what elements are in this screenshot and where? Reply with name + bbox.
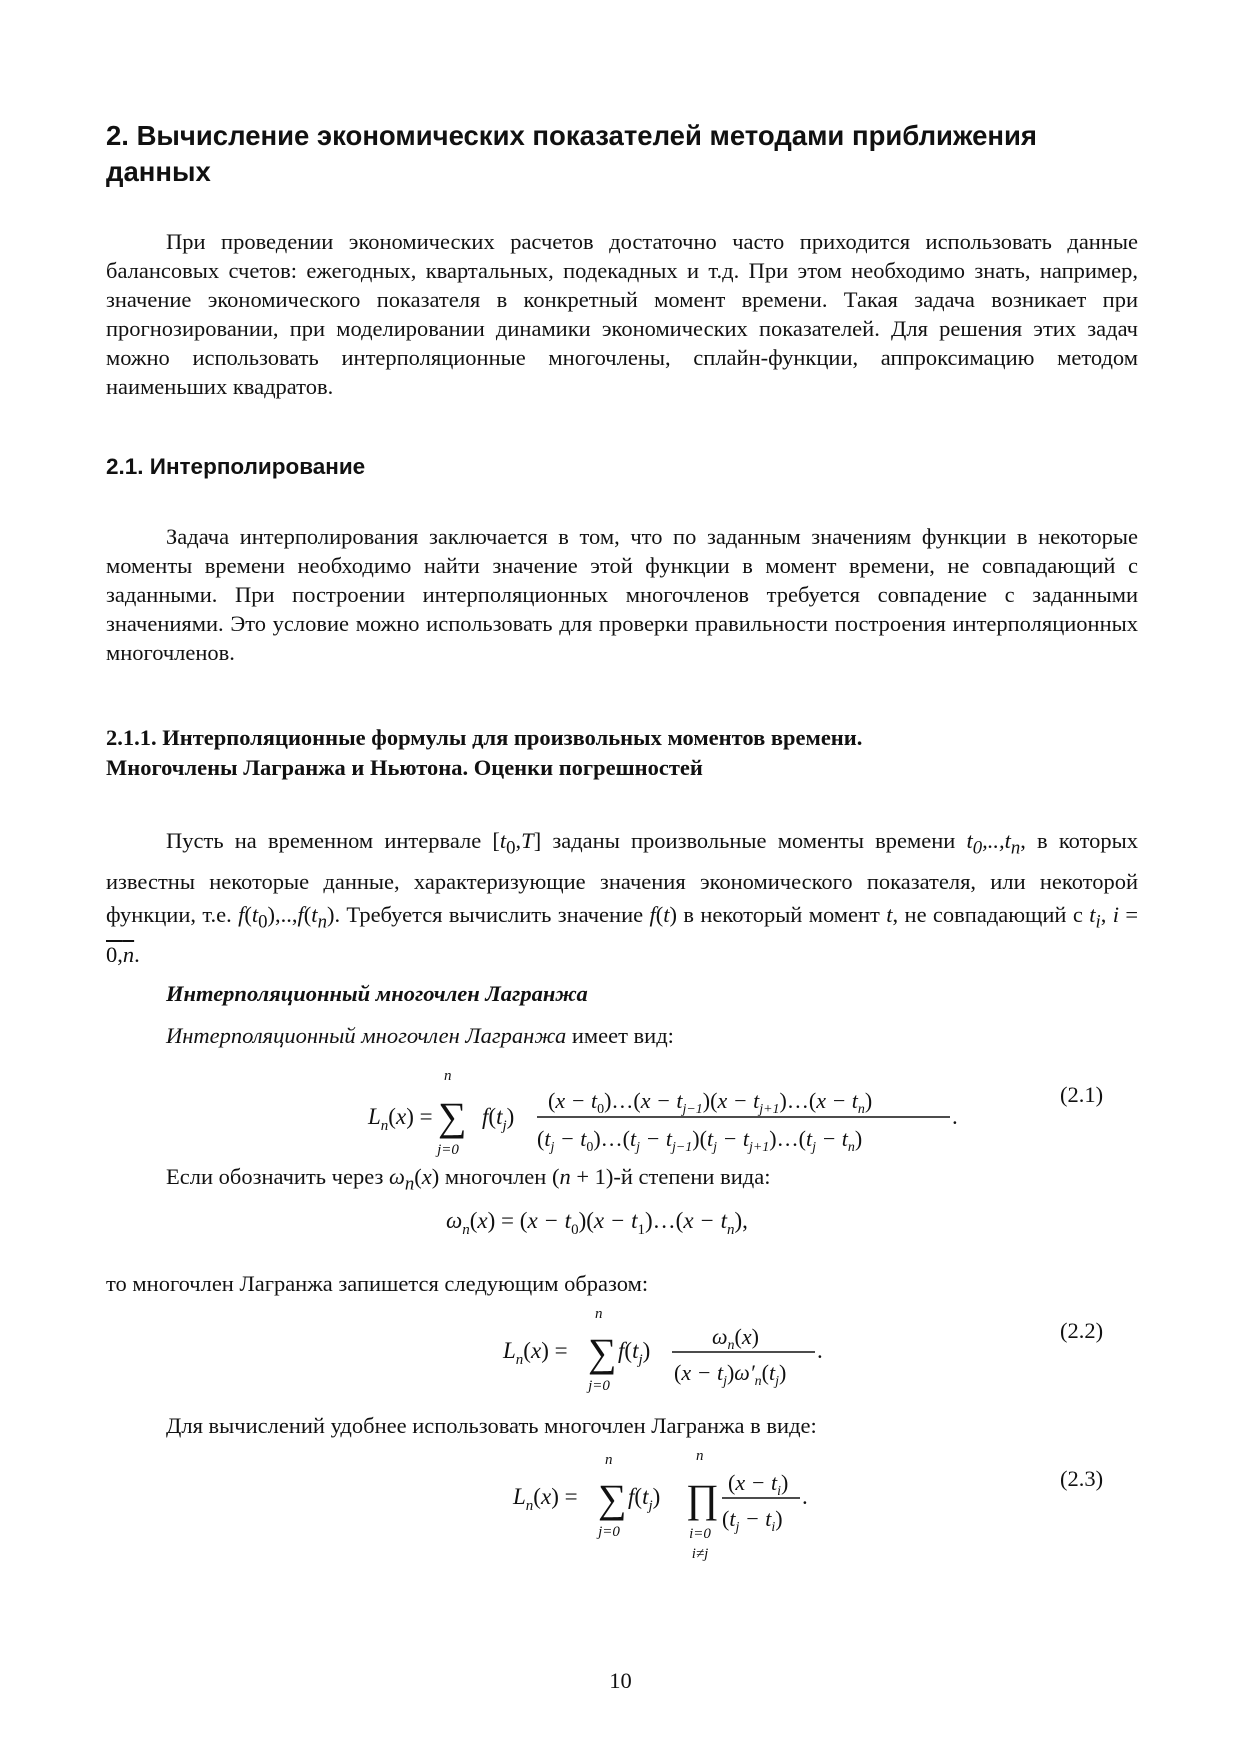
eq3-sum-sign: ∑ (598, 1476, 627, 1521)
subsubsection-title-line2: Многочлены Лагранжа и Ньютона. Оценки погрешностей (106, 755, 703, 780)
eq1-lhs: $L_n(x)$ = (368, 1104, 433, 1134)
equation-number-2-3: (2.3) (1060, 1466, 1104, 1491)
convenient-form-text: Для вычислений удобнее использовать многочлен Лагранжа в виде: (166, 1413, 817, 1438)
t-variable: t (886, 901, 893, 927)
lagrange-intro-rest: имеет вид: (566, 1023, 674, 1048)
omega-text-c: -й степени вида: (613, 1164, 771, 1189)
values-formula: f (238, 901, 245, 927)
equation-number-2-1: (2.1) (1060, 1082, 1104, 1107)
degree-formula: (n + 1) (551, 1164, 614, 1189)
subsection-title: 2.1. Интерполирование (106, 454, 366, 479)
eq2-sum-lower: j=0 (588, 1378, 610, 1394)
omega-text-b: многочлен (444, 1164, 547, 1189)
eq2-numerator: $\omega_n(x)$ (712, 1324, 759, 1353)
problem-text-a: Пусть на временном интервале (166, 828, 482, 853)
eq1-period: . (952, 1104, 958, 1129)
moments-formula: $t_0,..,t_n$ (966, 828, 1021, 859)
eq3-prod-upper: n (696, 1448, 704, 1464)
problem-text-b: заданы произвольные моменты времени (552, 828, 956, 853)
lagrange-intro (166, 1022, 674, 1050)
eq2-lhs: $L_n(x)$ = (503, 1338, 568, 1368)
eq1-sum-sign: ∑ (438, 1094, 467, 1139)
omega-definition-text: Если обозначить через $\omega_n(x)$ многочлен (n + 1)-й степени вида: (166, 1164, 771, 1195)
page-number: 10 (609, 1668, 632, 1693)
problem-text-d: . Требуется вычислить значение (334, 901, 644, 927)
eq3-denominator: $(t_j - t_i)$ (722, 1506, 783, 1535)
eq3-prod-sign: ∏ (686, 1476, 719, 1521)
equation-2-2 (0, 1300, 1241, 1400)
ti-formula: $t_i$ (1089, 901, 1101, 932)
lagrange-title: Интерполяционный многочлен Лагранжа (166, 981, 588, 1006)
eq2-period: . (817, 1338, 823, 1363)
section-paragraph: При проведении экономических расчетов достаточно часто приходится использовать данные балансовых счетов: ежегодных, квартальных, подекадных и т.д. При этом необходимо знать, например, значение экономического показателя в конкретный момент времени. Такая задача возникает при прогнозировании, при моделировании динамики экономических показателей. Для решения этих задач можно использовать интерполяционные многочлены, сплайн-функции, аппроксимацию методом наименьших квадратов. (106, 229, 1138, 399)
eq3-lhs: $L_n(x)$ = (513, 1484, 578, 1514)
equation-2-3 (0, 1440, 1241, 1570)
eq1-sum-upper: n (444, 1068, 452, 1084)
eq1-denominator: ($t_j$ − $t_0)\dots(t_j - t_{j-1})(t_j$ − $t_{j+1})\dots(t_j - t_n)$ (537, 1126, 863, 1155)
index-range-formula: i (1112, 901, 1119, 927)
eq3-prod-lower-2: i≠j (691, 1546, 709, 1562)
eq3-period: . (802, 1484, 808, 1509)
subsubsection-title (106, 723, 862, 783)
omega-n-formula: $\omega_n$ (389, 1164, 415, 1195)
problem-text-f: , не совпадающий с (892, 901, 1083, 927)
eq2-sum-sign: ∑ (588, 1330, 617, 1375)
eq3-sum-lower: j=0 (598, 1524, 620, 1540)
omega-text-a: Если обозначить через (166, 1164, 384, 1189)
problem-text-c: , в которых известны некоторые данные, характеризующие значения экономического показателя, или некоторой функции, т.е. (106, 828, 1139, 927)
omega-equation-text: $\omega_n(x) = (x - t_0)(x$ − $t_1)\dots(x - t_n)$, (446, 1208, 748, 1238)
problem-paragraph: Пусть на временном интервале $[t_0,T]$ заданы произвольные моменты времени $t_0,..,t_n$, в которых известны некоторые данные, характеризующие значения экономического показателя, или некоторой функции, т.е. $f(t_0),..,f(t_n)$. Требуется вычислить значение f(t) в некоторый момент t, не совпадающий с $t_i$, i = 0,n. (106, 828, 1139, 967)
problem-text-e: в некоторый момент (683, 901, 880, 927)
ft-formula: f (649, 901, 656, 927)
equation-number-2-2: (2.2) (1060, 1318, 1104, 1343)
equation-2-1 (0, 1050, 1241, 1160)
lagrange-intro-italic: Интерполяционный многочлен Лагранжа (166, 1023, 567, 1048)
index-range-overline: 0,n (106, 942, 135, 967)
equation-omega (0, 1200, 1241, 1240)
problem-text-g: . (134, 942, 140, 967)
interval-formula: $[t_0,T]$ (492, 828, 542, 859)
eq3-prod-lower-1: i=0 (689, 1526, 711, 1542)
eq1-numerator: $(x - t_0)\dots(x - t_{j-1})(x$ − $t_{j+1})\dots(x - t_n)$ (548, 1088, 873, 1117)
then-text: то многочлен Лагранжа запишется следующим образом: (106, 1271, 649, 1296)
section-title: 2. Вычисление экономических показателей методами приближения данных (106, 120, 1037, 187)
subsubsection-title-line1: 2.1.1. Интерполяционные формулы для произвольных моментов времени. (106, 725, 863, 750)
eq2-f-tj: $f(t_j)$ (618, 1338, 651, 1368)
eq3-sum-upper: n (605, 1452, 613, 1468)
eq3-f-tj: $f(t_j)$ (628, 1484, 661, 1514)
eq2-denominator: $(x - t_j)\omega'_n(t_j)$ (674, 1360, 787, 1389)
eq2-sum-upper: n (595, 1306, 603, 1322)
eq3-numerator: $(x - t_i)$ (728, 1470, 789, 1499)
eq1-sum-lower: j=0 (437, 1142, 459, 1158)
subsection-paragraph: Задача интерполирования заключается в том, что по заданным значениям функции в некоторые моменты времени необходимо найти значение этой функции в момент времени, не совпадающий с заданными. При построении интерполяционных многочленов требуется совпадение с заданными значениями. Это условие можно использовать для проверки правильности построения интерполяционных многочленов. (106, 524, 1138, 665)
eq1-f-tj: $f(t_j)$ (482, 1104, 515, 1134)
